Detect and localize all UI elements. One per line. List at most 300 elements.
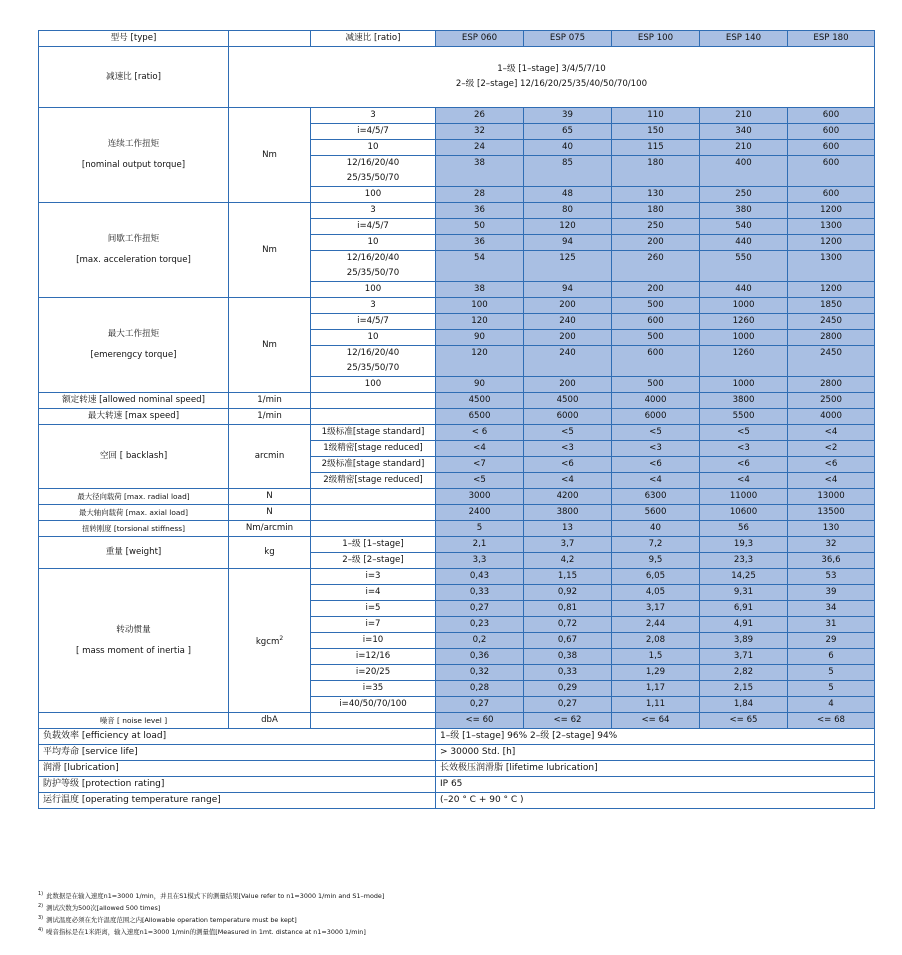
ratio-cell: 1–级 [1–stage] bbox=[311, 537, 436, 553]
value-cell: 0,2 bbox=[436, 633, 524, 649]
value-cell: <= 64 bbox=[612, 713, 700, 729]
value-cell: 2,82 bbox=[700, 665, 788, 681]
value-cell: 0,43 bbox=[436, 569, 524, 585]
max_speed-label: 最大转速 [max speed] bbox=[39, 409, 229, 425]
ratio-cell: 1级标准[stage standard] bbox=[311, 425, 436, 441]
lubrication-label: 润滑 [lubrication] bbox=[39, 761, 436, 777]
label-cn: 间歇工作扭矩 bbox=[107, 234, 160, 244]
temperature-value: (–20 ° C + 90 ° C ) bbox=[436, 793, 875, 809]
stiffness-label: 扭转刚度 [torsional stiffness] bbox=[39, 521, 229, 537]
value-cell: 200 bbox=[524, 377, 612, 393]
unit-cell: N bbox=[229, 505, 311, 521]
value-cell: 29 bbox=[788, 633, 875, 649]
value-cell: 1000 bbox=[700, 298, 788, 314]
unit-cell: Nm bbox=[229, 108, 311, 203]
unit-text: kgcm bbox=[255, 636, 280, 647]
value-cell: 36 bbox=[436, 203, 524, 219]
value-cell: 3,71 bbox=[700, 649, 788, 665]
lubrication-row bbox=[39, 761, 875, 777]
ratio-cell: i=7 bbox=[311, 617, 436, 633]
nominal_torque-row bbox=[39, 108, 875, 124]
unit-cell: kg bbox=[229, 537, 311, 569]
footnote-text: 测试次数为500次[allowed 500 times] bbox=[46, 904, 161, 913]
value-cell: 150 bbox=[612, 124, 700, 140]
value-cell: 0,33 bbox=[436, 585, 524, 601]
value-cell: 0,27 bbox=[436, 697, 524, 713]
value-cell: 1,5 bbox=[612, 649, 700, 665]
lubrication-value: 长效极压润滑脂 [lifetime lubrication] bbox=[436, 761, 875, 777]
value-cell: 540 bbox=[700, 219, 788, 235]
value-cell: 4 bbox=[788, 697, 875, 713]
value-cell: 2,15 bbox=[700, 681, 788, 697]
footnotes bbox=[38, 889, 384, 938]
value-cell: 3000 bbox=[436, 489, 524, 505]
backlash-row bbox=[39, 425, 875, 441]
value-cell: 0,27 bbox=[524, 697, 612, 713]
ratio-cell bbox=[311, 282, 436, 298]
ratio-cell bbox=[311, 235, 436, 251]
ratio-cell: 2–级 [2–stage] bbox=[311, 553, 436, 569]
value-cell: 4200 bbox=[524, 489, 612, 505]
value-cell: 180 bbox=[612, 203, 700, 219]
value-cell: 85 bbox=[524, 156, 612, 187]
unit-header bbox=[229, 31, 311, 47]
ratio-cell: i=35 bbox=[311, 681, 436, 697]
value-cell: 500 bbox=[612, 377, 700, 393]
ratio-text: 12/16/20/40 bbox=[346, 158, 400, 168]
value-cell: <4 bbox=[788, 425, 875, 441]
value-cell: 1,11 bbox=[612, 697, 700, 713]
value-cell: 1000 bbox=[700, 330, 788, 346]
value-cell: 39 bbox=[788, 585, 875, 601]
footnote-number: 1) bbox=[38, 891, 44, 897]
value-cell: <4 bbox=[788, 473, 875, 489]
ratio-text: i=4/5/7 bbox=[357, 221, 389, 231]
ratio-text: 25/35/50/70 bbox=[346, 173, 400, 183]
label-cn: 转动惯量 bbox=[116, 624, 151, 635]
value-cell: 32 bbox=[436, 124, 524, 140]
emergency_torque-label bbox=[39, 298, 229, 393]
value-cell: 250 bbox=[612, 219, 700, 235]
ratio-text: 12/16/20/40 bbox=[346, 253, 400, 263]
value-cell: 54 bbox=[436, 251, 524, 282]
ratio-text: 100 bbox=[364, 189, 382, 199]
ratio-cell bbox=[311, 393, 436, 409]
value-cell: 3,17 bbox=[612, 601, 700, 617]
value-cell: 56 bbox=[700, 521, 788, 537]
label-en: [ mass moment of inertia ] bbox=[75, 645, 192, 656]
ratio-text: 10 bbox=[367, 332, 379, 342]
value-cell: 4000 bbox=[788, 409, 875, 425]
value-cell: 115 bbox=[612, 140, 700, 156]
value-cell: 4,2 bbox=[524, 553, 612, 569]
ratio-cell bbox=[311, 219, 436, 235]
value-cell: 130 bbox=[788, 521, 875, 537]
value-cell: 34 bbox=[788, 601, 875, 617]
value-cell: 600 bbox=[788, 187, 875, 203]
ratio-cell bbox=[311, 505, 436, 521]
value-cell: 40 bbox=[612, 521, 700, 537]
value-cell: 1,15 bbox=[524, 569, 612, 585]
ratio-text: 12/16/20/40 bbox=[346, 348, 400, 358]
footnote-text: 此数据是在输入速度n1=3000 1/min，并且在S1模式下的测量结果[Value refer to n1=3000 1/min and S1–mode] bbox=[46, 892, 385, 901]
value-cell: 38 bbox=[436, 156, 524, 187]
value-cell: 500 bbox=[612, 330, 700, 346]
label-en: [max. acceleration torque] bbox=[76, 255, 191, 265]
ratio-cell bbox=[311, 187, 436, 203]
value-cell: 200 bbox=[524, 298, 612, 314]
value-cell: 4000 bbox=[612, 393, 700, 409]
ratio-text: 3 bbox=[370, 110, 376, 120]
value-cell: 0,33 bbox=[524, 665, 612, 681]
value-cell: <3 bbox=[524, 441, 612, 457]
footnote bbox=[38, 925, 384, 937]
value-cell: 40 bbox=[524, 140, 612, 156]
unit-cell: 1/min bbox=[229, 393, 311, 409]
value-cell: 13000 bbox=[788, 489, 875, 505]
value-cell: 6,91 bbox=[700, 601, 788, 617]
value-cell: 2,1 bbox=[436, 537, 524, 553]
value-cell: 0,23 bbox=[436, 617, 524, 633]
value-cell: 2,44 bbox=[612, 617, 700, 633]
value-cell: 550 bbox=[700, 251, 788, 282]
value-cell: 7,2 bbox=[612, 537, 700, 553]
ratio-text: 10 bbox=[367, 237, 379, 247]
model-header: ESP 075 bbox=[524, 31, 612, 47]
value-cell: 120 bbox=[436, 314, 524, 330]
value-cell: 0,67 bbox=[524, 633, 612, 649]
ratio-cell bbox=[311, 521, 436, 537]
footnote-text: 测试温度必须在允许温度范围之内[Allowable operation temperature must be kept] bbox=[46, 916, 297, 925]
label-cn: 最大工作扭矩 bbox=[107, 329, 160, 339]
value-cell: 6300 bbox=[612, 489, 700, 505]
ratio-cell bbox=[311, 314, 436, 330]
protection-row bbox=[39, 777, 875, 793]
value-cell: 2800 bbox=[788, 377, 875, 393]
unit-cell bbox=[229, 569, 311, 713]
efficiency-label: 负载效率 [efficiency at load] bbox=[39, 729, 436, 745]
value-cell: 180 bbox=[612, 156, 700, 187]
ratio-cell bbox=[311, 108, 436, 124]
value-cell: 100 bbox=[436, 298, 524, 314]
axial_load-label: 最大轴向载荷 [max. axial load] bbox=[39, 505, 229, 521]
ratio-cell: i=10 bbox=[311, 633, 436, 649]
axial_load-row bbox=[39, 505, 875, 521]
value-cell: <5 bbox=[612, 425, 700, 441]
ratio-cell bbox=[311, 409, 436, 425]
value-cell: 19,3 bbox=[700, 537, 788, 553]
value-cell: 200 bbox=[612, 235, 700, 251]
footnote-text: 噪音指标是在1米距离，输入速度n1=3000 1/min的测量值[Measured in 1mt. distance at n1=3000 1/min] bbox=[46, 928, 366, 937]
value-cell: 31 bbox=[788, 617, 875, 633]
value-cell: 1260 bbox=[700, 314, 788, 330]
value-cell: 1300 bbox=[788, 251, 875, 282]
value-cell: 6000 bbox=[524, 409, 612, 425]
value-cell: 2450 bbox=[788, 314, 875, 330]
value-cell: 10600 bbox=[700, 505, 788, 521]
value-cell: 210 bbox=[700, 140, 788, 156]
ratio-cell bbox=[311, 251, 436, 282]
value-cell: <= 62 bbox=[524, 713, 612, 729]
footnote-number: 3) bbox=[38, 915, 44, 922]
ratio-cell bbox=[311, 124, 436, 140]
value-cell: 130 bbox=[612, 187, 700, 203]
accel_torque-label bbox=[39, 203, 229, 298]
value-cell: 50 bbox=[436, 219, 524, 235]
ratio-text: 25/35/50/70 bbox=[346, 363, 400, 373]
value-cell: 210 bbox=[700, 108, 788, 124]
ratio-cell bbox=[311, 489, 436, 505]
weight-row bbox=[39, 537, 875, 553]
stiffness-row bbox=[39, 521, 875, 537]
unit-cell: dbA bbox=[229, 713, 311, 729]
label-cn: 连续工作扭矩 bbox=[107, 139, 160, 149]
ratio-cell: i=3 bbox=[311, 569, 436, 585]
footnote bbox=[38, 913, 384, 925]
nominal_speed-row bbox=[39, 393, 875, 409]
value-cell: 38 bbox=[436, 282, 524, 298]
value-cell: 9,5 bbox=[612, 553, 700, 569]
value-cell: <6 bbox=[788, 457, 875, 473]
value-cell: 0,92 bbox=[524, 585, 612, 601]
footnote-number: 4) bbox=[38, 927, 44, 934]
value-cell: < 6 bbox=[436, 425, 524, 441]
value-cell: 600 bbox=[612, 346, 700, 377]
noise-row bbox=[39, 713, 875, 729]
ratio-text: 3 bbox=[370, 300, 376, 310]
value-cell: 2500 bbox=[788, 393, 875, 409]
max_speed-row bbox=[39, 409, 875, 425]
value-cell: 200 bbox=[524, 330, 612, 346]
value-cell: <6 bbox=[612, 457, 700, 473]
value-cell: <4 bbox=[612, 473, 700, 489]
value-cell: 6000 bbox=[612, 409, 700, 425]
nominal_speed-label: 额定转速 [allowed nominal speed] bbox=[39, 393, 229, 409]
value-cell: 1260 bbox=[700, 346, 788, 377]
value-cell: 400 bbox=[700, 156, 788, 187]
value-cell: 5 bbox=[788, 681, 875, 697]
value-cell: 90 bbox=[436, 330, 524, 346]
footnote bbox=[38, 901, 384, 913]
value-cell: 1,29 bbox=[612, 665, 700, 681]
unit-cell: Nm/arcmin bbox=[229, 521, 311, 537]
ratio-cell bbox=[311, 298, 436, 314]
value-cell: 1,17 bbox=[612, 681, 700, 697]
value-cell: 240 bbox=[524, 314, 612, 330]
value-cell: 48 bbox=[524, 187, 612, 203]
value-cell: 0,81 bbox=[524, 601, 612, 617]
ratio-text: 100 bbox=[364, 284, 382, 294]
unit-cell: Nm bbox=[229, 203, 311, 298]
ratio-row-label: 减速比 [ratio] bbox=[39, 47, 229, 108]
efficiency-value: 1–级 [1–stage] 96% 2–级 [2–stage] 94% bbox=[436, 729, 875, 745]
temperature-label: 运行温度 [operating temperature range] bbox=[39, 793, 436, 809]
value-cell: <7 bbox=[436, 457, 524, 473]
value-cell: 3,7 bbox=[524, 537, 612, 553]
emergency_torque-row bbox=[39, 298, 875, 314]
value-cell: 3,3 bbox=[436, 553, 524, 569]
value-cell: 24 bbox=[436, 140, 524, 156]
value-cell: 0,27 bbox=[436, 601, 524, 617]
ratio-text: i=4/5/7 bbox=[357, 126, 389, 136]
value-cell: 4500 bbox=[436, 393, 524, 409]
ratio-cell: 2级精密[stage reduced] bbox=[311, 473, 436, 489]
value-cell: 2,08 bbox=[612, 633, 700, 649]
accel_torque-row bbox=[39, 203, 875, 219]
noise-label: 噪音 [ noise level ] bbox=[39, 713, 229, 729]
service_life-row bbox=[39, 745, 875, 761]
value-cell: 600 bbox=[612, 314, 700, 330]
value-cell: 380 bbox=[700, 203, 788, 219]
ratio-row bbox=[39, 47, 875, 108]
model-header: ESP 100 bbox=[612, 31, 700, 47]
efficiency-row bbox=[39, 729, 875, 745]
value-cell: 1300 bbox=[788, 219, 875, 235]
value-cell: 53 bbox=[788, 569, 875, 585]
value-cell: <4 bbox=[436, 441, 524, 457]
weight-label: 重量 [weight] bbox=[39, 537, 229, 569]
value-cell: 80 bbox=[524, 203, 612, 219]
protection-label: 防护等级 [protection rating] bbox=[39, 777, 436, 793]
value-cell: 0,36 bbox=[436, 649, 524, 665]
value-cell: <5 bbox=[524, 425, 612, 441]
value-cell: 440 bbox=[700, 235, 788, 251]
value-cell: <5 bbox=[700, 425, 788, 441]
value-cell: 4,91 bbox=[700, 617, 788, 633]
value-cell: <= 60 bbox=[436, 713, 524, 729]
value-cell: 440 bbox=[700, 282, 788, 298]
value-cell: 3800 bbox=[700, 393, 788, 409]
ratio-cell bbox=[311, 140, 436, 156]
ratio-text: 3 bbox=[370, 205, 376, 215]
value-cell: 2400 bbox=[436, 505, 524, 521]
value-cell: 0,38 bbox=[524, 649, 612, 665]
type-header: 型号 [type] bbox=[39, 31, 229, 47]
value-cell: <2 bbox=[788, 441, 875, 457]
value-cell: 120 bbox=[436, 346, 524, 377]
value-cell: <4 bbox=[524, 473, 612, 489]
value-cell: 32 bbox=[788, 537, 875, 553]
ratio-text: i=4/5/7 bbox=[357, 316, 389, 326]
value-cell: 0,32 bbox=[436, 665, 524, 681]
value-cell: 14,25 bbox=[700, 569, 788, 585]
value-cell: 5600 bbox=[612, 505, 700, 521]
value-cell: 2800 bbox=[788, 330, 875, 346]
ratio-line-2: 2–级 [2–stage] 12/16/20/25/35/40/50/70/100 bbox=[455, 79, 648, 89]
value-cell: 6500 bbox=[436, 409, 524, 425]
ratio-cell: 1级精密[stage reduced] bbox=[311, 441, 436, 457]
value-cell: 1200 bbox=[788, 203, 875, 219]
value-cell: 200 bbox=[612, 282, 700, 298]
value-cell: 600 bbox=[788, 108, 875, 124]
value-cell: 11000 bbox=[700, 489, 788, 505]
value-cell: 28 bbox=[436, 187, 524, 203]
value-cell: 5 bbox=[436, 521, 524, 537]
value-cell: 240 bbox=[524, 346, 612, 377]
value-cell: 23,3 bbox=[700, 553, 788, 569]
spec-table-body bbox=[39, 31, 875, 809]
value-cell: <3 bbox=[612, 441, 700, 457]
unit-cell: arcmin bbox=[229, 425, 311, 489]
value-cell: 4500 bbox=[524, 393, 612, 409]
service_life-value: > 30000 Std. [h] bbox=[436, 745, 875, 761]
unit-cell: N bbox=[229, 489, 311, 505]
unit-cell: 1/min bbox=[229, 409, 311, 425]
value-cell: 9,31 bbox=[700, 585, 788, 601]
ratio-cell: 2级标准[stage standard] bbox=[311, 457, 436, 473]
ratio-cell bbox=[311, 156, 436, 187]
ratio-cell: i=40/50/70/100 bbox=[311, 697, 436, 713]
value-cell: <3 bbox=[700, 441, 788, 457]
value-cell: 600 bbox=[788, 124, 875, 140]
value-cell: 3800 bbox=[524, 505, 612, 521]
value-cell: 0,29 bbox=[524, 681, 612, 697]
value-cell: 65 bbox=[524, 124, 612, 140]
value-cell: 26 bbox=[436, 108, 524, 124]
value-cell: 110 bbox=[612, 108, 700, 124]
value-cell: 600 bbox=[788, 140, 875, 156]
model-header: ESP 140 bbox=[700, 31, 788, 47]
ratio-header: 减速比 [ratio] bbox=[311, 31, 436, 47]
ratio-text: 10 bbox=[367, 142, 379, 152]
value-cell: 1,84 bbox=[700, 697, 788, 713]
ratio-row-value bbox=[229, 47, 875, 108]
radial_load-label: 最大径向载荷 [max. radial load] bbox=[39, 489, 229, 505]
ratio-cell: i=12/16 bbox=[311, 649, 436, 665]
value-cell: 1850 bbox=[788, 298, 875, 314]
value-cell: <= 68 bbox=[788, 713, 875, 729]
spec-table bbox=[38, 30, 875, 809]
inertia-row bbox=[39, 569, 875, 585]
ratio-cell: i=5 bbox=[311, 601, 436, 617]
ratio-cell bbox=[311, 203, 436, 219]
value-cell: 340 bbox=[700, 124, 788, 140]
ratio-text: 100 bbox=[364, 379, 382, 389]
label-en: [nominal output torque] bbox=[81, 160, 186, 170]
header-row bbox=[39, 31, 875, 47]
value-cell: 1200 bbox=[788, 282, 875, 298]
value-cell: 5500 bbox=[700, 409, 788, 425]
value-cell: <6 bbox=[524, 457, 612, 473]
unit-cell: Nm bbox=[229, 298, 311, 393]
value-cell: 4,05 bbox=[612, 585, 700, 601]
value-cell: 13500 bbox=[788, 505, 875, 521]
ratio-cell: i=4 bbox=[311, 585, 436, 601]
label-en: [emerengcy torque] bbox=[90, 350, 177, 360]
value-cell: 94 bbox=[524, 282, 612, 298]
footnote-number: 2) bbox=[38, 903, 44, 910]
value-cell: 120 bbox=[524, 219, 612, 235]
backlash-label: 空回 [ backlash] bbox=[39, 425, 229, 489]
footnote bbox=[38, 889, 384, 901]
ratio-cell bbox=[311, 330, 436, 346]
unit-superscript: 2 bbox=[279, 635, 284, 643]
value-cell: <= 65 bbox=[700, 713, 788, 729]
model-header: ESP 180 bbox=[788, 31, 875, 47]
value-cell: 6 bbox=[788, 649, 875, 665]
value-cell: 500 bbox=[612, 298, 700, 314]
value-cell: 0,72 bbox=[524, 617, 612, 633]
value-cell: 1000 bbox=[700, 377, 788, 393]
value-cell: 250 bbox=[700, 187, 788, 203]
value-cell: 1200 bbox=[788, 235, 875, 251]
ratio-text: 25/35/50/70 bbox=[346, 268, 400, 278]
inertia-label bbox=[39, 569, 229, 713]
value-cell: 90 bbox=[436, 377, 524, 393]
value-cell: <4 bbox=[700, 473, 788, 489]
nominal_torque-label bbox=[39, 108, 229, 203]
ratio-cell bbox=[311, 346, 436, 377]
